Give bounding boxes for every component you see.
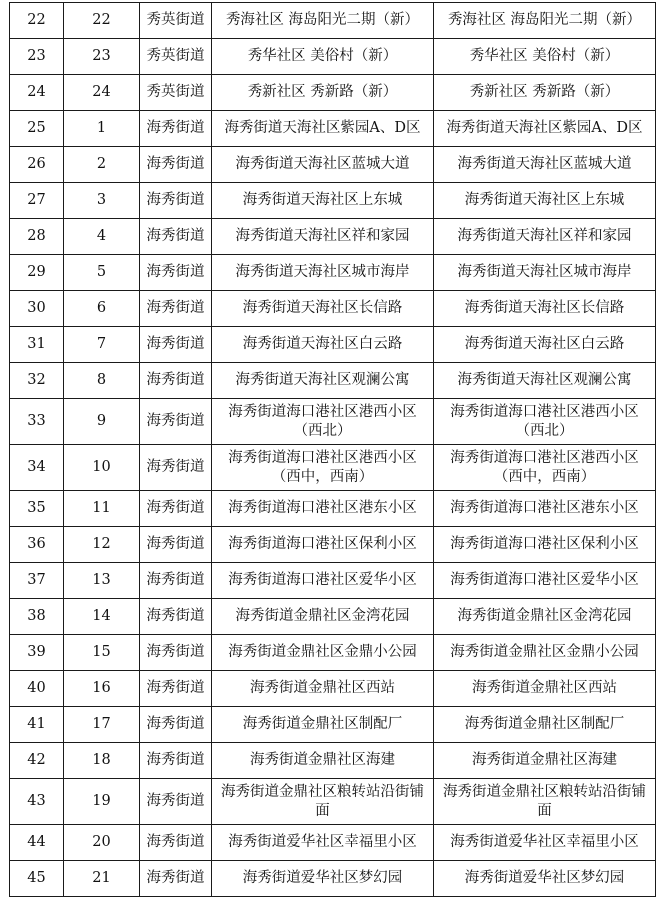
sub-index-cell: 14 xyxy=(64,599,140,635)
area-name-cell: 海秀街道金鼎社区金鼎小公园 xyxy=(212,635,434,671)
street-cell: 海秀街道 xyxy=(140,291,212,327)
area-detail-cell: 海秀街道天海社区祥和家园 xyxy=(434,219,656,255)
area-name-cell: 海秀街道海口港社区保利小区 xyxy=(212,527,434,563)
table-row xyxy=(10,707,656,743)
row-index-cell: 22 xyxy=(10,3,64,39)
sub-index-cell: 1 xyxy=(64,111,140,147)
row-index-cell: 38 xyxy=(10,599,64,635)
area-detail-cell: 海秀街道爱华社区幸福里小区 xyxy=(434,825,656,861)
row-index-cell: 43 xyxy=(10,779,64,825)
area-detail-cell: 海秀街道天海社区长信路 xyxy=(434,291,656,327)
area-name-cell: 海秀街道天海社区上东城 xyxy=(212,183,434,219)
sub-index-cell: 20 xyxy=(64,825,140,861)
table-row xyxy=(10,399,656,445)
area-name-cell: 海秀街道海口港社区港西小区（西中，西南） xyxy=(212,445,434,491)
area-detail-cell: 秀新社区 秀新路（新） xyxy=(434,75,656,111)
table-row xyxy=(10,291,656,327)
table-row xyxy=(10,183,656,219)
table-row xyxy=(10,671,656,707)
area-detail-cell: 海秀街道天海社区观澜公寓 xyxy=(434,363,656,399)
sub-index-cell: 7 xyxy=(64,327,140,363)
row-index-cell: 31 xyxy=(10,327,64,363)
table-row xyxy=(10,219,656,255)
area-detail-cell: 海秀街道金鼎社区金鼎小公园 xyxy=(434,635,656,671)
street-cell: 海秀街道 xyxy=(140,743,212,779)
table-row xyxy=(10,327,656,363)
row-index-cell: 23 xyxy=(10,39,64,75)
sub-index-cell: 10 xyxy=(64,445,140,491)
row-index-cell: 34 xyxy=(10,445,64,491)
street-cell: 海秀街道 xyxy=(140,327,212,363)
area-name-cell: 海秀街道爱华社区幸福里小区 xyxy=(212,825,434,861)
area-name-cell: 海秀街道海口港社区港东小区 xyxy=(212,491,434,527)
table-row xyxy=(10,861,656,897)
row-index-cell: 35 xyxy=(10,491,64,527)
area-name-cell: 海秀街道天海社区白云路 xyxy=(212,327,434,363)
sub-index-cell: 5 xyxy=(64,255,140,291)
area-name-cell: 海秀街道金鼎社区金湾花园 xyxy=(212,599,434,635)
area-detail-cell: 海秀街道金鼎社区粮转站沿街铺面 xyxy=(434,779,656,825)
area-detail-cell: 秀华社区 美俗村（新） xyxy=(434,39,656,75)
area-name-cell: 海秀街道金鼎社区海建 xyxy=(212,743,434,779)
sub-index-cell: 23 xyxy=(64,39,140,75)
sub-index-cell: 15 xyxy=(64,635,140,671)
street-cell: 海秀街道 xyxy=(140,147,212,183)
area-name-cell: 海秀街道天海社区蓝城大道 xyxy=(212,147,434,183)
area-name-cell: 海秀街道爱华社区梦幻园 xyxy=(212,861,434,897)
area-detail-cell: 海秀街道金鼎社区海建 xyxy=(434,743,656,779)
area-name-cell: 海秀街道天海社区祥和家园 xyxy=(212,219,434,255)
area-detail-cell: 海秀街道天海社区紫园A、D区 xyxy=(434,111,656,147)
street-cell: 海秀街道 xyxy=(140,183,212,219)
area-name-cell: 海秀街道金鼎社区制配厂 xyxy=(212,707,434,743)
area-detail-cell: 海秀街道天海社区上东城 xyxy=(434,183,656,219)
table-row xyxy=(10,599,656,635)
row-index-cell: 41 xyxy=(10,707,64,743)
area-detail-cell: 海秀街道金鼎社区西站 xyxy=(434,671,656,707)
street-cell: 海秀街道 xyxy=(140,219,212,255)
area-detail-cell: 海秀街道天海社区城市海岸 xyxy=(434,255,656,291)
row-index-cell: 24 xyxy=(10,75,64,111)
table-row xyxy=(10,491,656,527)
table-row xyxy=(10,825,656,861)
sub-index-cell: 18 xyxy=(64,743,140,779)
area-name-cell: 秀海社区 海岛阳光二期（新） xyxy=(212,3,434,39)
sub-index-cell: 21 xyxy=(64,861,140,897)
area-detail-cell: 海秀街道海口港社区港西小区（西北） xyxy=(434,399,656,445)
street-cell: 海秀街道 xyxy=(140,599,212,635)
table-row xyxy=(10,3,656,39)
street-cell: 海秀街道 xyxy=(140,779,212,825)
sub-index-cell: 12 xyxy=(64,527,140,563)
street-cell: 秀英街道 xyxy=(140,3,212,39)
sub-index-cell: 19 xyxy=(64,779,140,825)
street-cell: 海秀街道 xyxy=(140,635,212,671)
area-name-cell: 海秀街道天海社区城市海岸 xyxy=(212,255,434,291)
sub-index-cell: 3 xyxy=(64,183,140,219)
table-row xyxy=(10,527,656,563)
table-row xyxy=(10,39,656,75)
area-name-cell: 海秀街道金鼎社区粮转站沿街铺面 xyxy=(212,779,434,825)
sub-index-cell: 22 xyxy=(64,3,140,39)
area-name-cell: 海秀街道金鼎社区西站 xyxy=(212,671,434,707)
table-row xyxy=(10,75,656,111)
sub-index-cell: 16 xyxy=(64,671,140,707)
street-cell: 海秀街道 xyxy=(140,861,212,897)
table-row xyxy=(10,779,656,825)
sub-index-cell: 9 xyxy=(64,399,140,445)
row-index-cell: 37 xyxy=(10,563,64,599)
area-list-table xyxy=(9,2,656,897)
row-index-cell: 27 xyxy=(10,183,64,219)
row-index-cell: 42 xyxy=(10,743,64,779)
sub-index-cell: 6 xyxy=(64,291,140,327)
street-cell: 海秀街道 xyxy=(140,111,212,147)
area-detail-cell: 海秀街道爱华社区梦幻园 xyxy=(434,861,656,897)
area-name-cell: 海秀街道天海社区观澜公寓 xyxy=(212,363,434,399)
table-row xyxy=(10,111,656,147)
street-cell: 海秀街道 xyxy=(140,363,212,399)
street-cell: 海秀街道 xyxy=(140,255,212,291)
row-index-cell: 32 xyxy=(10,363,64,399)
table-row xyxy=(10,743,656,779)
row-index-cell: 36 xyxy=(10,527,64,563)
street-cell: 秀英街道 xyxy=(140,75,212,111)
sub-index-cell: 4 xyxy=(64,219,140,255)
area-name-cell: 秀新社区 秀新路（新） xyxy=(212,75,434,111)
table-row xyxy=(10,563,656,599)
street-cell: 海秀街道 xyxy=(140,527,212,563)
area-detail-cell: 海秀街道海口港社区港东小区 xyxy=(434,491,656,527)
table-row xyxy=(10,363,656,399)
area-name-cell: 海秀街道天海社区紫园A、D区 xyxy=(212,111,434,147)
row-index-cell: 30 xyxy=(10,291,64,327)
street-cell: 海秀街道 xyxy=(140,825,212,861)
area-name-cell: 海秀街道海口港社区爱华小区 xyxy=(212,563,434,599)
sub-index-cell: 8 xyxy=(64,363,140,399)
row-index-cell: 28 xyxy=(10,219,64,255)
row-index-cell: 45 xyxy=(10,861,64,897)
row-index-cell: 44 xyxy=(10,825,64,861)
street-cell: 秀英街道 xyxy=(140,39,212,75)
area-name-cell: 秀华社区 美俗村（新） xyxy=(212,39,434,75)
table-row xyxy=(10,445,656,491)
sub-index-cell: 17 xyxy=(64,707,140,743)
sub-index-cell: 13 xyxy=(64,563,140,599)
area-detail-cell: 海秀街道海口港社区港西小区（西中，西南） xyxy=(434,445,656,491)
row-index-cell: 39 xyxy=(10,635,64,671)
table-row xyxy=(10,147,656,183)
area-detail-cell: 海秀街道天海社区蓝城大道 xyxy=(434,147,656,183)
row-index-cell: 33 xyxy=(10,399,64,445)
sub-index-cell: 24 xyxy=(64,75,140,111)
area-name-cell: 海秀街道天海社区长信路 xyxy=(212,291,434,327)
street-cell: 海秀街道 xyxy=(140,491,212,527)
area-detail-cell: 海秀街道海口港社区保利小区 xyxy=(434,527,656,563)
sub-index-cell: 11 xyxy=(64,491,140,527)
street-cell: 海秀街道 xyxy=(140,671,212,707)
row-index-cell: 25 xyxy=(10,111,64,147)
table-row xyxy=(10,635,656,671)
street-cell: 海秀街道 xyxy=(140,399,212,445)
row-index-cell: 26 xyxy=(10,147,64,183)
street-cell: 海秀街道 xyxy=(140,445,212,491)
area-detail-cell: 秀海社区 海岛阳光二期（新） xyxy=(434,3,656,39)
area-detail-cell: 海秀街道海口港社区爱华小区 xyxy=(434,563,656,599)
table-body xyxy=(10,3,656,897)
area-detail-cell: 海秀街道天海社区白云路 xyxy=(434,327,656,363)
row-index-cell: 29 xyxy=(10,255,64,291)
area-detail-cell: 海秀街道金鼎社区制配厂 xyxy=(434,707,656,743)
street-cell: 海秀街道 xyxy=(140,563,212,599)
area-detail-cell: 海秀街道金鼎社区金湾花园 xyxy=(434,599,656,635)
row-index-cell: 40 xyxy=(10,671,64,707)
table-row xyxy=(10,255,656,291)
sub-index-cell: 2 xyxy=(64,147,140,183)
street-cell: 海秀街道 xyxy=(140,707,212,743)
area-name-cell: 海秀街道海口港社区港西小区（西北） xyxy=(212,399,434,445)
